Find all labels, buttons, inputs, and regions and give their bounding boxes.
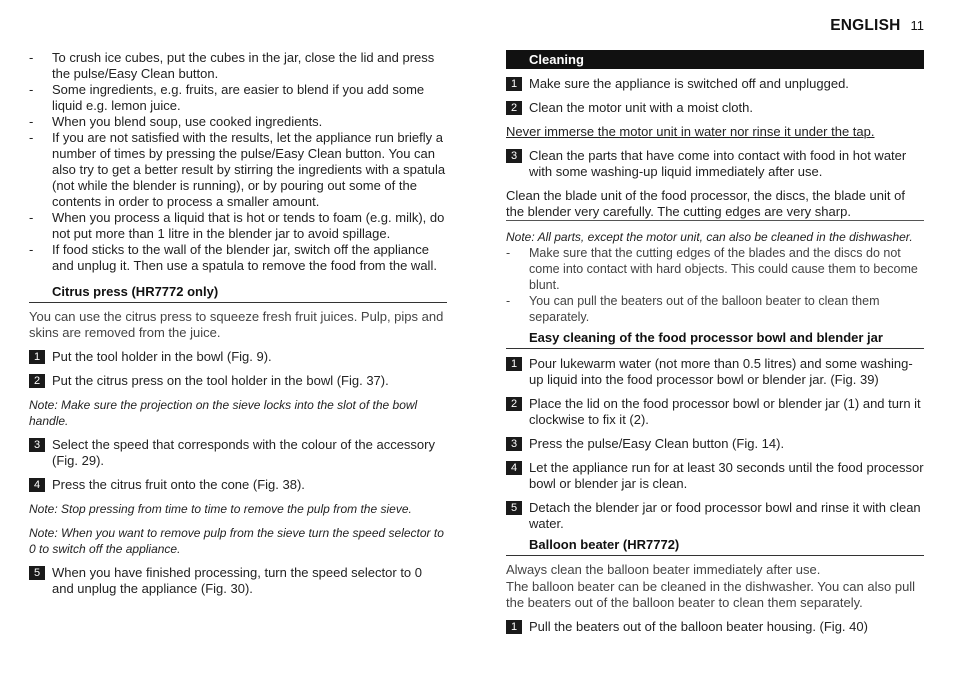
step-text: Pour lukewarm water (not more than 0.5 litres) and some washing-up liquid into the food processor bowl or blender jar. (Fig. 39) bbox=[529, 356, 913, 387]
note: Note: Make sure the projection on the sieve locks into the slot of the bowl handle. bbox=[29, 398, 418, 428]
step-number: 5 bbox=[29, 566, 45, 580]
step-item bbox=[29, 477, 447, 493]
step-text: Select the speed that corresponds with the colour of the accessory (Fig. 29). bbox=[52, 437, 435, 468]
note: Note: All parts, except the motor unit, can also be cleaned in the dishwasher. bbox=[506, 230, 913, 244]
step-item bbox=[506, 500, 924, 532]
step-number: 1 bbox=[29, 350, 45, 364]
step-item bbox=[506, 396, 924, 428]
citrus-intro: You can use the citrus press to squeeze fresh fruit juices. Pulp, pips and skins are removed from the juice. bbox=[29, 309, 444, 340]
step-number: 3 bbox=[29, 438, 45, 452]
language-label: ENGLISH bbox=[830, 17, 901, 34]
step-text: Clean the parts that have come into contact with food in hot water with some washing-up liquid immediately after use. bbox=[529, 148, 907, 179]
step-item bbox=[506, 100, 924, 116]
note: Note: When you want to remove pulp from the sieve turn the speed selector to 0 to switch off the appliance. bbox=[29, 526, 444, 556]
left-column bbox=[29, 50, 447, 597]
step-number: 1 bbox=[506, 620, 522, 634]
step-text: Press the pulse/Easy Clean button (Fig. 14). bbox=[529, 436, 785, 451]
step-text: Put the tool holder in the bowl (Fig. 9). bbox=[52, 349, 272, 364]
list-item: - Some ingredients, e.g. fruits, are easier to blend if you add some liquid e.g. lemon juice. bbox=[29, 82, 447, 114]
step-text: Let the appliance run for at least 30 seconds until the food processor bowl or blender jar is clean. bbox=[529, 460, 924, 491]
list-item: - If you are not satisfied with the results, let the appliance run briefly a number of times by pressing the pulse/Easy Clean button. You can also try to get a better result by stirring the ingredients with a spatula (not while the blender is running), or by pouring out some of the contents in order to process a smaller amount. bbox=[29, 130, 447, 210]
step-item bbox=[29, 349, 447, 365]
list-item: - If food sticks to the wall of the blender jar, switch off the appliance and unplug it. Then use a spatula to remove the food from the wall. bbox=[29, 242, 447, 274]
step-number: 5 bbox=[506, 501, 522, 515]
warning-text: Clean the blade unit of the food processor, the discs, the blade unit of the blender very carefully. The cutting edges are very sharp. bbox=[506, 188, 924, 221]
step-text: Press the citrus fruit onto the cone (Fig. 38). bbox=[52, 477, 305, 492]
step-item bbox=[506, 619, 924, 635]
balloon-paragraph: Always clean the balloon beater immediately after use. bbox=[506, 562, 821, 577]
warning-text: Never immerse the motor unit in water nor rinse it under the tap. bbox=[506, 124, 875, 139]
step-text: Make sure the appliance is switched off and unplugged. bbox=[529, 76, 849, 91]
step-number: 3 bbox=[506, 149, 522, 163]
step-text: Place the lid on the food processor bowl or blender jar (1) and turn it clockwise to fix it (2). bbox=[529, 396, 921, 427]
step-text: Clean the motor unit with a moist cloth. bbox=[529, 100, 753, 115]
right-column bbox=[506, 50, 924, 635]
step-text: When you have finished processing, turn the speed selector to 0 and unplug the appliance (Fig. 30). bbox=[52, 565, 422, 596]
step-number: 2 bbox=[506, 397, 522, 411]
step-item bbox=[29, 565, 447, 597]
list-item: - To crush ice cubes, put the cubes in the jar, close the lid and press the pulse/Easy Clean button. bbox=[29, 50, 447, 82]
section-heading-citrus: Citrus press (HR7772 only) bbox=[29, 284, 447, 303]
section-heading-easy-cleaning: Easy cleaning of the food processor bowl and blender jar bbox=[506, 330, 924, 349]
section-heading-balloon-beater: Balloon beater (HR7772) bbox=[506, 537, 924, 556]
step-text: Pull the beaters out of the balloon beater housing. (Fig. 40) bbox=[529, 619, 868, 634]
list-item: - You can pull the beaters out of the balloon beater to clean them separately. bbox=[506, 293, 924, 325]
note: Note: Stop pressing from time to time to remove the pulp from the sieve. bbox=[29, 502, 412, 516]
list-item: - When you blend soup, use cooked ingredients. bbox=[29, 114, 447, 130]
step-number: 4 bbox=[506, 461, 522, 475]
step-item bbox=[506, 436, 924, 452]
section-heading-cleaning: Cleaning bbox=[506, 50, 924, 69]
step-number: 1 bbox=[506, 77, 522, 91]
page-number: 11 bbox=[910, 18, 924, 33]
step-text: Detach the blender jar or food processor bowl and rinse it with clean water. bbox=[529, 500, 921, 531]
page-header bbox=[830, 17, 924, 35]
step-number: 4 bbox=[29, 478, 45, 492]
step-item bbox=[506, 356, 924, 388]
list-item: - Make sure that the cutting edges of the blades and the discs do not come into contact with hard objects. This could cause them to become blunt. bbox=[506, 245, 924, 293]
step-item bbox=[506, 76, 924, 92]
list-item: - When you process a liquid that is hot or tends to foam (e.g. milk), do not put more than 1 litre in the blender jar to avoid spillage. bbox=[29, 210, 447, 242]
step-number: 2 bbox=[29, 374, 45, 388]
step-number: 1 bbox=[506, 357, 522, 371]
balloon-paragraph: The balloon beater can be cleaned in the dishwasher. You can also pull the beaters out of the balloon beater to clean them separately. bbox=[506, 579, 916, 610]
step-item bbox=[29, 373, 447, 389]
step-item bbox=[29, 437, 447, 469]
step-item bbox=[506, 460, 924, 492]
step-number: 2 bbox=[506, 101, 522, 115]
tips-list bbox=[29, 50, 447, 274]
note-list bbox=[506, 245, 924, 325]
step-item bbox=[506, 148, 924, 180]
step-text: Put the citrus press on the tool holder in the bowl (Fig. 37). bbox=[52, 373, 389, 388]
step-number: 3 bbox=[506, 437, 522, 451]
